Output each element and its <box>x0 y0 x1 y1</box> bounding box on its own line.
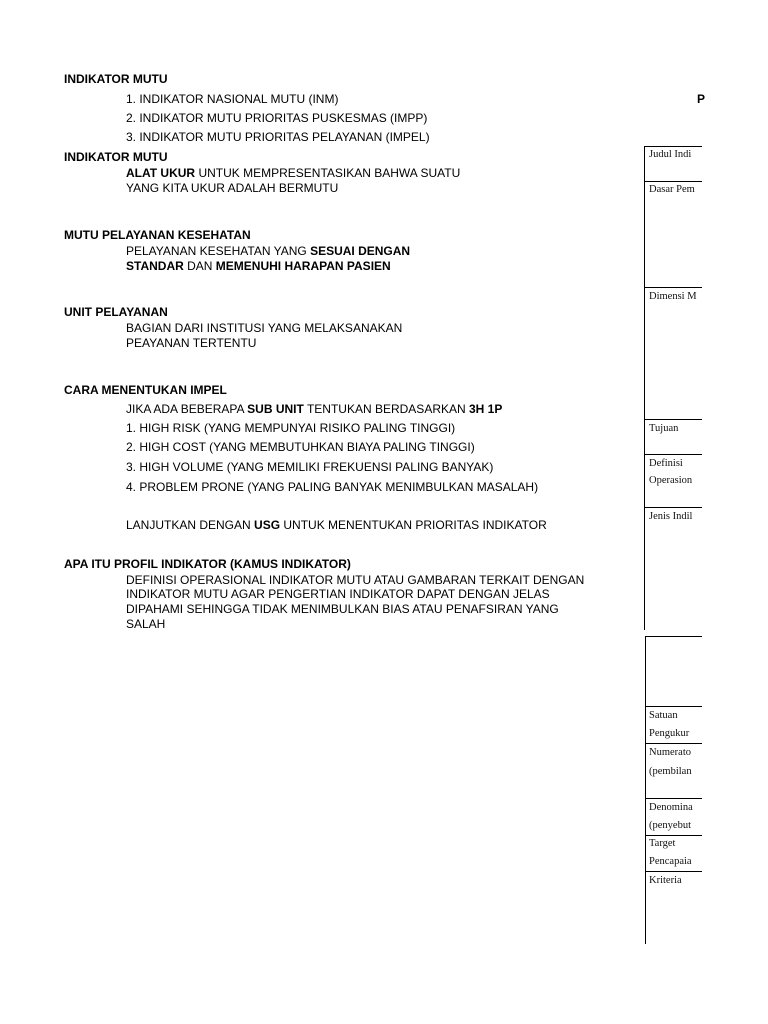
text-span: DAN <box>183 259 216 273</box>
row-divider <box>644 146 702 147</box>
row-divider <box>645 706 702 707</box>
text-span: UNTUK MEMPRESENTASIKAN BAHWA SUATU <box>195 166 461 180</box>
table-cell-label: Jenis Indil <box>649 511 693 522</box>
bold-term: USG <box>254 518 281 532</box>
definition-line: DEFINISI OPERASIONAL INDIKATOR MUTU ATAU GAMBARAN TERKAIT DENGAN <box>126 573 585 587</box>
row-divider <box>645 743 702 744</box>
bold-term: SESUAI DENGAN <box>310 244 411 258</box>
table-cell-label: Operasion <box>649 475 693 486</box>
row-divider <box>645 798 702 799</box>
definition-line: YANG KITA UKUR ADALAH BERMUTU <box>126 181 339 195</box>
definition-line: INDIKATOR MUTU AGAR PENGERTIAN INDIKATOR DAPAT DENGAN JELAS <box>126 587 550 601</box>
bold-term: ALAT UKUR <box>126 166 196 180</box>
definition-line: SALAH <box>126 617 166 631</box>
definition-line: DIPAHAMI SEHINGGA TIDAK MENIMBULKAN BIAS ATAU PENAFSIRAN YANG <box>126 602 559 616</box>
section-title-unit-pelayanan: UNIT PELAYANAN <box>64 305 168 319</box>
list-item: 3. INDIKATOR MUTU PRIORITAS PELAYANAN (IMPEL) <box>126 130 430 144</box>
list-item: 2. INDIKATOR MUTU PRIORITAS PUSKESMAS (IMPP) <box>126 111 428 125</box>
definition-line <box>126 259 391 274</box>
text-span: LANJUTKAN DENGAN <box>126 518 255 532</box>
table-cell-label: Pencapaia <box>649 856 692 867</box>
definition-line: BAGIAN DARI INSTITUSI YANG MELAKSANAKAN <box>126 321 403 335</box>
definition-line <box>126 518 547 533</box>
bold-term: 3H 1P <box>469 402 503 416</box>
row-divider <box>645 636 702 637</box>
table-border <box>644 146 645 630</box>
table-cell-label: Judul Indi <box>649 149 692 160</box>
definition-line <box>126 166 460 181</box>
table-cell-label: Denomina <box>649 802 693 813</box>
bold-term: STANDAR <box>126 259 184 273</box>
section-title-indikator-mutu-2: INDIKATOR MUTU <box>64 150 168 164</box>
text-span: TENTUKAN BERDASARKAN <box>303 402 469 416</box>
table-cell-label: Dasar Pem <box>649 184 695 195</box>
bold-term: SUB UNIT <box>247 402 304 416</box>
table-cell-label: Pengukur <box>649 728 690 739</box>
row-divider <box>644 181 702 182</box>
table-cell-label: Satuan <box>649 710 678 721</box>
table-cell-label: Numerato <box>649 747 691 758</box>
definition-line: PEAYANAN TERTENTU <box>126 336 257 350</box>
definition-line <box>126 244 410 259</box>
row-divider <box>645 835 702 836</box>
row-divider <box>645 871 702 872</box>
list-item: 1. HIGH RISK (YANG MEMPUNYAI RISIKO PALING TINGGI) <box>126 421 456 435</box>
section-title-profil-indikator: APA ITU PROFIL INDIKATOR (KAMUS INDIKATOR) <box>64 557 351 571</box>
table-cell-label: Dimensi M <box>649 291 697 302</box>
text-span: UNTUK MENENTUKAN PRIORITAS INDIKATOR <box>280 518 547 532</box>
list-item: 1. INDIKATOR NASIONAL MUTU (INM) <box>126 92 339 106</box>
row-divider <box>644 419 702 420</box>
bold-term: MEMENUHI HARAPAN PASIEN <box>215 259 391 273</box>
table-header-fragment: P <box>697 92 706 106</box>
table-cell-label: Target <box>649 838 676 849</box>
list-item: 2. HIGH COST (YANG MEMBUTUHKAN BIAYA PALING TINGGI) <box>126 440 475 454</box>
table-cell-label: Tujuan <box>649 423 679 434</box>
section-title-mutu-pelayanan: MUTU PELAYANAN KESEHATAN <box>64 228 251 242</box>
table-cell-label: Definisi <box>649 458 683 469</box>
list-item: 4. PROBLEM PRONE (YANG PALING BANYAK MENIMBULKAN MASALAH) <box>126 480 539 494</box>
row-divider <box>644 507 702 508</box>
definition-line <box>126 402 502 417</box>
row-divider <box>644 454 702 455</box>
table-cell-label: (pembilan <box>649 766 692 777</box>
section-title-cara-menentukan: CARA MENENTUKAN IMPEL <box>64 383 227 397</box>
table-cell-label: (penyebut <box>649 820 691 831</box>
text-span: PELAYANAN KESEHATAN YANG <box>126 244 311 258</box>
list-item: 3. HIGH VOLUME (YANG MEMILIKI FREKUENSI PALING BANYAK) <box>126 460 494 474</box>
row-divider <box>644 287 702 288</box>
table-border <box>645 636 646 944</box>
text-span: JIKA ADA BEBERAPA <box>126 402 248 416</box>
table-cell-label: Kriteria <box>649 875 682 886</box>
section-title-indikator-mutu: INDIKATOR MUTU <box>64 72 168 86</box>
